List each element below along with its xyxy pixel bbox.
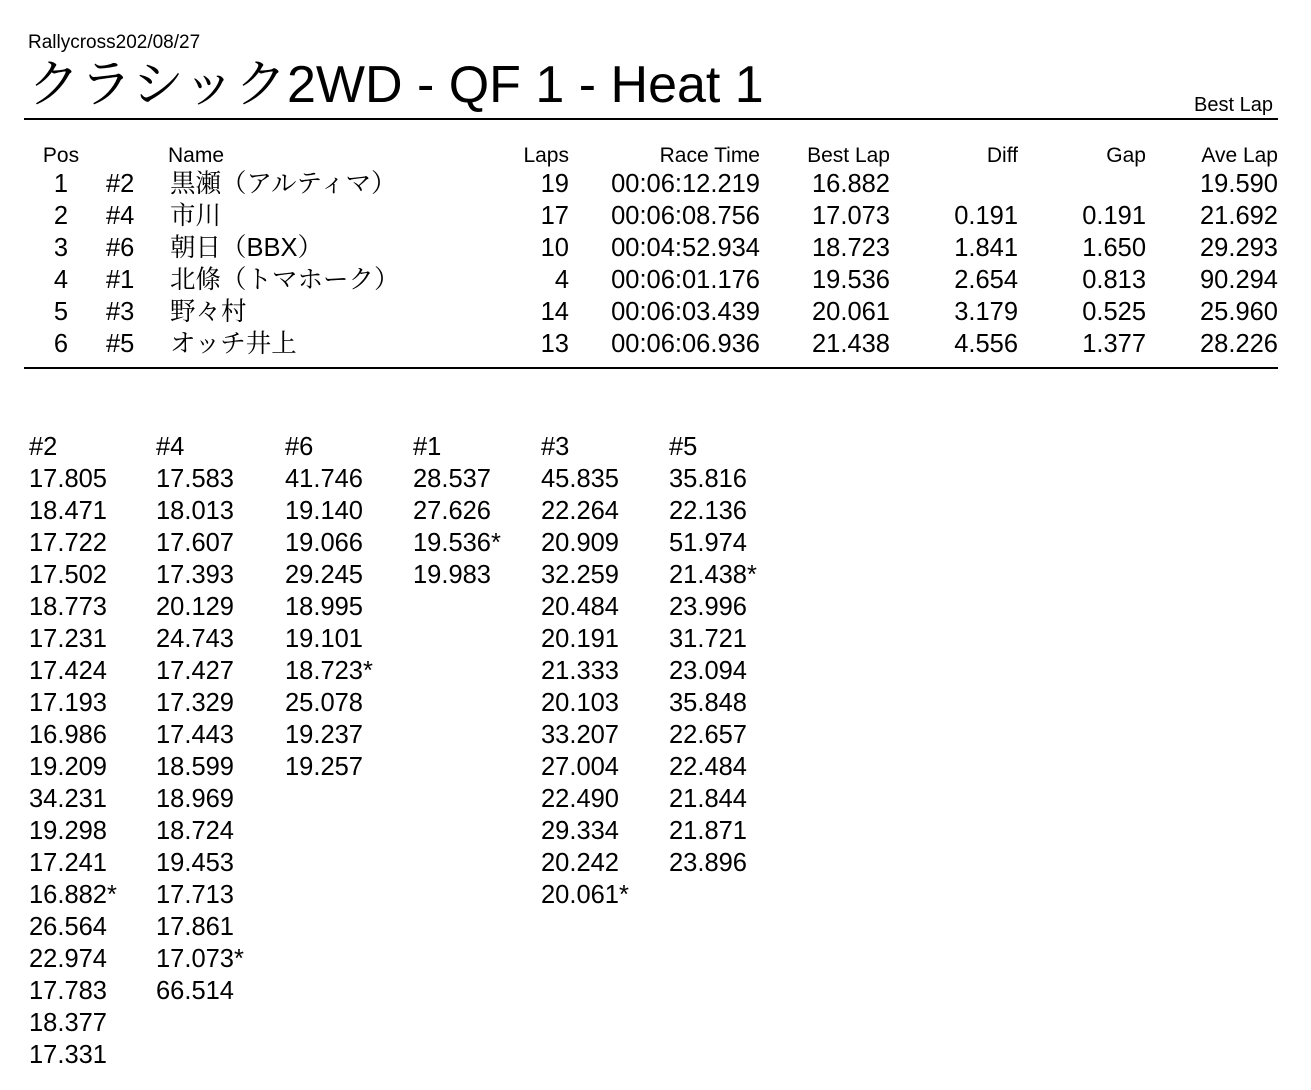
result-diff: 0.191 (954, 202, 1018, 230)
lap-time: 19.298 (29, 817, 107, 845)
lap-time: 19.101 (285, 625, 363, 653)
lap-time: 32.259 (541, 561, 619, 589)
result-number: #6 (106, 234, 135, 262)
lap-time: 17.424 (29, 657, 107, 685)
lap-time: 21.871 (669, 817, 747, 845)
column-header-name: Name (168, 144, 225, 167)
result-name: 朝日（BBX） (170, 234, 324, 262)
lap-times-section (0, 431, 1311, 1090)
lap-time: 29.245 (285, 561, 363, 589)
result-best-lap: 20.061 (812, 298, 890, 326)
lap-time: 20.191 (541, 625, 619, 653)
result-pos: 2 (53, 202, 69, 230)
result-race-time: 00:04:52.934 (611, 234, 760, 262)
result-gap: 0.191 (1082, 202, 1146, 230)
lap-time: 19.453 (156, 849, 234, 877)
lap-column-car: #1 (413, 433, 442, 461)
lap-time: 27.626 (413, 497, 491, 525)
result-race-time: 00:06:06.936 (611, 330, 760, 358)
result-name: オッチ井上 (170, 330, 297, 358)
lap-column-car: #5 (669, 433, 698, 461)
column-header-race-time: Race Time (659, 144, 760, 167)
result-diff: 2.654 (954, 266, 1018, 294)
lap-time: 22.264 (541, 497, 619, 525)
lap-column-car: #6 (285, 433, 314, 461)
result-best-lap: 21.438 (812, 330, 890, 358)
lap-column-car: #3 (541, 433, 570, 461)
lap-time: 29.334 (541, 817, 619, 845)
lap-time: 17.713 (156, 881, 234, 909)
lap-column (541, 431, 629, 911)
lap-time: 18.724 (156, 817, 234, 845)
lap-time: 21.844 (669, 785, 747, 813)
result-diff: 4.556 (954, 330, 1018, 358)
table-row (24, 328, 1278, 360)
result-pos: 6 (53, 330, 69, 358)
lap-time: 31.721 (669, 625, 747, 653)
lap-time: 17.783 (29, 977, 107, 1005)
lap-time: 18.377 (29, 1009, 107, 1037)
column-header-number (98, 144, 168, 168)
lap-time: 33.207 (541, 721, 619, 749)
report-type-label: Best Lap (1194, 94, 1273, 116)
header-rule (24, 118, 1278, 120)
result-laps: 14 (540, 298, 569, 326)
result-laps: 4 (554, 266, 569, 294)
column-header-best-lap: Best Lap (807, 144, 890, 167)
results-body (24, 168, 1278, 360)
result-number: #2 (106, 170, 135, 198)
lap-time: 27.004 (541, 753, 619, 781)
lap-time: 18.471 (29, 497, 107, 525)
lap-column (29, 431, 117, 1071)
lap-time: 16.882* (29, 881, 117, 909)
result-laps: 17 (540, 202, 569, 230)
result-pos: 4 (53, 266, 69, 294)
result-ave-lap: 90.294 (1200, 266, 1278, 294)
lap-time: 21.333 (541, 657, 619, 685)
lap-time: 17.193 (29, 689, 107, 717)
result-name: 市川 (170, 202, 222, 230)
results-header-row (24, 144, 1278, 168)
event-header: Rallycross202/08/27 (28, 32, 201, 53)
result-race-time: 00:06:01.176 (611, 266, 760, 294)
lap-time: 23.896 (669, 849, 747, 877)
table-row (24, 264, 1278, 296)
result-laps: 13 (540, 330, 569, 358)
lap-time: 17.805 (29, 465, 107, 493)
result-laps: 19 (540, 170, 569, 198)
lap-time: 17.607 (156, 529, 234, 557)
lap-time: 17.329 (156, 689, 234, 717)
result-ave-lap: 19.590 (1200, 170, 1278, 198)
lap-time: 17.427 (156, 657, 234, 685)
table-row (24, 168, 1278, 200)
lap-time: 19.536* (413, 529, 501, 557)
lap-time: 25.078 (285, 689, 363, 717)
result-name: 野々村 (170, 298, 247, 326)
column-header-gap: Gap (1106, 144, 1146, 167)
lap-time: 17.583 (156, 465, 234, 493)
lap-time: 19.237 (285, 721, 363, 749)
lap-column-car: #4 (156, 433, 185, 461)
table-row (24, 296, 1278, 328)
result-pos: 3 (53, 234, 69, 262)
result-gap: 0.525 (1082, 298, 1146, 326)
result-gap (1018, 168, 1146, 200)
lap-time: 26.564 (29, 913, 107, 941)
column-header-pos: Pos (42, 144, 80, 167)
result-number: #1 (106, 266, 135, 294)
lap-time: 18.723* (285, 657, 373, 685)
result-ave-lap: 21.692 (1200, 202, 1278, 230)
result-number: #3 (106, 298, 135, 326)
result-ave-lap: 28.226 (1200, 330, 1278, 358)
lap-time: 16.986 (29, 721, 107, 749)
column-header-ave-lap: Ave Lap (1201, 144, 1278, 167)
lap-time: 41.746 (285, 465, 363, 493)
lap-time: 51.974 (669, 529, 747, 557)
lap-time: 17.443 (156, 721, 234, 749)
lap-time: 18.995 (285, 593, 363, 621)
lap-column (413, 431, 501, 591)
result-gap: 1.650 (1082, 234, 1146, 262)
result-ave-lap: 25.960 (1200, 298, 1278, 326)
lap-time: 19.983 (413, 561, 491, 589)
result-race-time: 00:06:12.219 (611, 170, 760, 198)
result-name: 北條（トマホーク） (170, 266, 400, 294)
lap-time: 17.502 (29, 561, 107, 589)
lap-time: 23.094 (669, 657, 747, 685)
table-row (24, 200, 1278, 232)
lap-time: 18.013 (156, 497, 234, 525)
lap-time: 66.514 (156, 977, 234, 1005)
lap-time: 20.484 (541, 593, 619, 621)
result-laps: 10 (540, 234, 569, 262)
result-ave-lap: 29.293 (1200, 234, 1278, 262)
lap-time: 22.484 (669, 753, 747, 781)
lap-time: 17.722 (29, 529, 107, 557)
lap-time: 17.231 (29, 625, 107, 653)
lap-time: 17.331 (29, 1041, 107, 1069)
result-pos: 5 (53, 298, 69, 326)
lap-time: 45.835 (541, 465, 619, 493)
result-best-lap: 16.882 (812, 170, 890, 198)
lap-time: 19.140 (285, 497, 363, 525)
lap-time: 17.073* (156, 945, 244, 973)
lap-time: 35.816 (669, 465, 747, 493)
result-best-lap: 18.723 (812, 234, 890, 262)
lap-time: 20.909 (541, 529, 619, 557)
result-diff: 1.841 (954, 234, 1018, 262)
page-title: クラシック2WD - QF 1 - Heat 1 (28, 56, 764, 114)
result-name: 黒瀬（アルティマ） (170, 170, 397, 198)
lap-time: 28.537 (413, 465, 491, 493)
result-gap: 1.377 (1082, 330, 1146, 358)
table-row (24, 232, 1278, 264)
lap-time: 20.242 (541, 849, 619, 877)
column-header-laps: Laps (523, 144, 569, 167)
result-best-lap: 17.073 (812, 202, 890, 230)
lap-time: 24.743 (156, 625, 234, 653)
lap-time: 20.061* (541, 881, 629, 909)
results-table (24, 144, 1278, 360)
lap-time: 34.231 (29, 785, 107, 813)
lap-time: 17.861 (156, 913, 234, 941)
result-number: #4 (106, 202, 135, 230)
lap-time: 35.848 (669, 689, 747, 717)
lap-time: 19.209 (29, 753, 107, 781)
lap-time: 17.393 (156, 561, 234, 589)
lap-time: 19.257 (285, 753, 363, 781)
lap-column-car: #2 (29, 433, 58, 461)
lap-time: 19.066 (285, 529, 363, 557)
result-diff: 3.179 (954, 298, 1018, 326)
lap-time: 17.241 (29, 849, 107, 877)
footer-rule (24, 367, 1278, 369)
result-race-time: 00:06:08.756 (611, 202, 760, 230)
lap-time: 22.657 (669, 721, 747, 749)
result-pos: 1 (53, 170, 69, 198)
lap-time: 22.974 (29, 945, 107, 973)
lap-time: 18.969 (156, 785, 234, 813)
lap-time: 22.136 (669, 497, 747, 525)
result-best-lap: 19.536 (812, 266, 890, 294)
result-race-time: 00:06:03.439 (611, 298, 760, 326)
result-gap: 0.813 (1082, 266, 1146, 294)
lap-column (669, 431, 757, 879)
lap-column (285, 431, 373, 783)
lap-time: 20.103 (541, 689, 619, 717)
lap-time: 18.773 (29, 593, 107, 621)
lap-time: 20.129 (156, 593, 234, 621)
result-number: #5 (106, 330, 135, 358)
lap-time: 18.599 (156, 753, 234, 781)
lap-column (156, 431, 244, 1007)
lap-time: 21.438* (669, 561, 757, 589)
lap-time: 22.490 (541, 785, 619, 813)
column-header-diff: Diff (986, 144, 1018, 167)
result-diff (890, 168, 1018, 200)
lap-time: 23.996 (669, 593, 747, 621)
